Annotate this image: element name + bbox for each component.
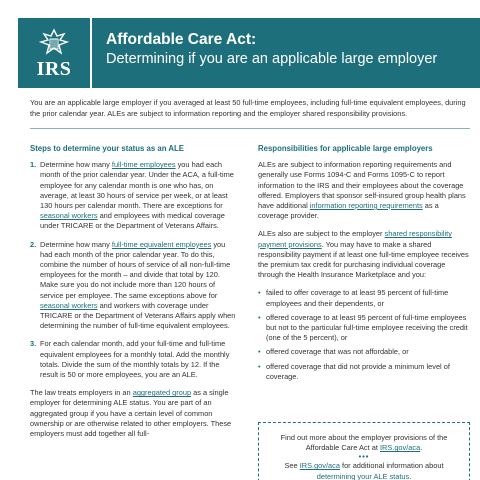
full-time-employees-link[interactable]: full-time employees (111, 160, 176, 170)
step-text: For each calendar month, add your full-time and full-time equivalent employees for a monthly total. Add the monthly totals. Divide the sum of the monthly totals by 12. If the result is 50 or more employees, you are an ALE. (40, 339, 230, 380)
step-number: 1. (30, 160, 37, 170)
callout-line-1 (267, 433, 461, 453)
step-text (40, 240, 238, 332)
callout-line-2 (267, 461, 461, 480)
intro-paragraph: You are an applicable large employer if you averaged at least 50 full-time employees, including full-time equivalent employees, during the prior calendar year. ALEs are subject to information reporting and the employer shared responsibility provisions. (30, 98, 466, 118)
text-run: for additional information about (339, 461, 444, 471)
header (0, 18, 480, 88)
list-item: • failed to offer coverage to at least 95 percent of full-time employees and their dependents, or (258, 288, 470, 308)
seasonal-workers-link[interactable]: seasonal workers (40, 211, 98, 221)
list-item: • offered coverage that did not provide a minimum level of coverage. (258, 362, 470, 382)
text-run: . You may have to make a shared responsibility payment if at least one full-time employee receives the premium tax credit for purchasing individual coverage through the Health Insurance Marketplace and you: (258, 239, 469, 280)
text-run: and employees with medical coverage under TRICARE or the Department of Veterans Affairs. (40, 211, 225, 231)
step-number: 2. (30, 239, 37, 249)
text-run: . (420, 443, 423, 453)
text-run: as a single employer for determining ALE status. You are part of an aggregated group if you have a certain level of common ownership or are otherwise related to other employers. These employers must add together all full- (30, 388, 232, 439)
list-item: • offered coverage to at least 95 percent of full-time employees but not to the particular full-time employee receiving the credit (one of the 5 percent), or (258, 313, 470, 344)
irs-aca-link[interactable]: IRS.gov/aca (379, 443, 421, 453)
page-subtitle: Determining if you are an applicable large employer (106, 51, 438, 67)
aggregated-group-paragraph (30, 388, 238, 439)
text-run: ALEs also are subject to the employer (258, 229, 385, 239)
separator-dots: ••• (358, 452, 370, 462)
text-run: See (284, 461, 300, 471)
step-text (40, 160, 238, 231)
text-run: you had each month of the prior calendar year. To do this, combine the number of hours of service of all non-full-time employees for the month – and divide that total by 120. Make sure you do not include more than 120 hours of service per employee. The same exceptions above for (40, 239, 231, 300)
eagle-icon (37, 28, 71, 58)
step-number: 3. (30, 339, 37, 349)
irs-aca-link-2[interactable]: IRS.gov/aca (299, 461, 340, 471)
title-banner (92, 18, 480, 88)
step-3 (30, 339, 238, 380)
shared-responsibility-paragraph (258, 229, 470, 280)
text-run: as a coverage provider. (258, 201, 439, 221)
page-title: Affordable Care Act: (106, 31, 257, 48)
list-item: • offered coverage that was not affordable, or (258, 347, 470, 357)
responsibilities-heading: Responsibilities for applicable large employers (258, 144, 433, 153)
text-run: ALEs are subject to information reporting requirements and generally use Forms 1094-C and Forms 1095-C to report information to the IRS and their employees about the coverage offered. Employers that sponsor self-insured group health plans have additional (258, 160, 466, 211)
seasonal-workers-link-2[interactable]: seasonal workers (40, 300, 98, 310)
text-run: The law treats employers in an (30, 388, 133, 398)
logo-text: IRS (36, 57, 72, 80)
text-run: you had each month of the prior calendar year. Under the ACA, a full-time employee for any calendar month is one who has, on average, at least 30 hours of service per week, or at least 130 hours per calendar month. There are exceptions for (40, 160, 234, 211)
irs-logo (18, 18, 90, 88)
step-1 (30, 160, 238, 231)
text-run: Determine how many (40, 239, 112, 249)
ale-status-link[interactable]: determining your ALE status (316, 471, 410, 480)
reporting-paragraph (258, 160, 470, 221)
right-column (258, 144, 470, 386)
text-run: . (409, 471, 412, 480)
shared-responsibility-link[interactable]: shared responsibility payment provisions (258, 229, 452, 249)
full-time-equivalent-link[interactable]: full-time equivalent employees (111, 239, 212, 249)
aggregated-group-link[interactable]: aggregated group (132, 388, 192, 398)
text-run: and workers with coverage under TRICARE or the Department of Veterans Affairs apply when determining the number of full-time equivalent employees. (40, 300, 236, 331)
left-column (30, 144, 238, 447)
divider (30, 128, 470, 129)
step-2 (30, 240, 238, 332)
more-info-callout (258, 422, 470, 480)
text-run: Determine how many (40, 160, 112, 170)
conditions-list (258, 288, 470, 382)
information-reporting-link[interactable]: information reporting requirements (309, 201, 423, 211)
steps-heading: Steps to determine your status as an ALE (30, 144, 184, 153)
text-run: Find out more about the employer provisions of the Affordable Care Act at (280, 433, 448, 453)
